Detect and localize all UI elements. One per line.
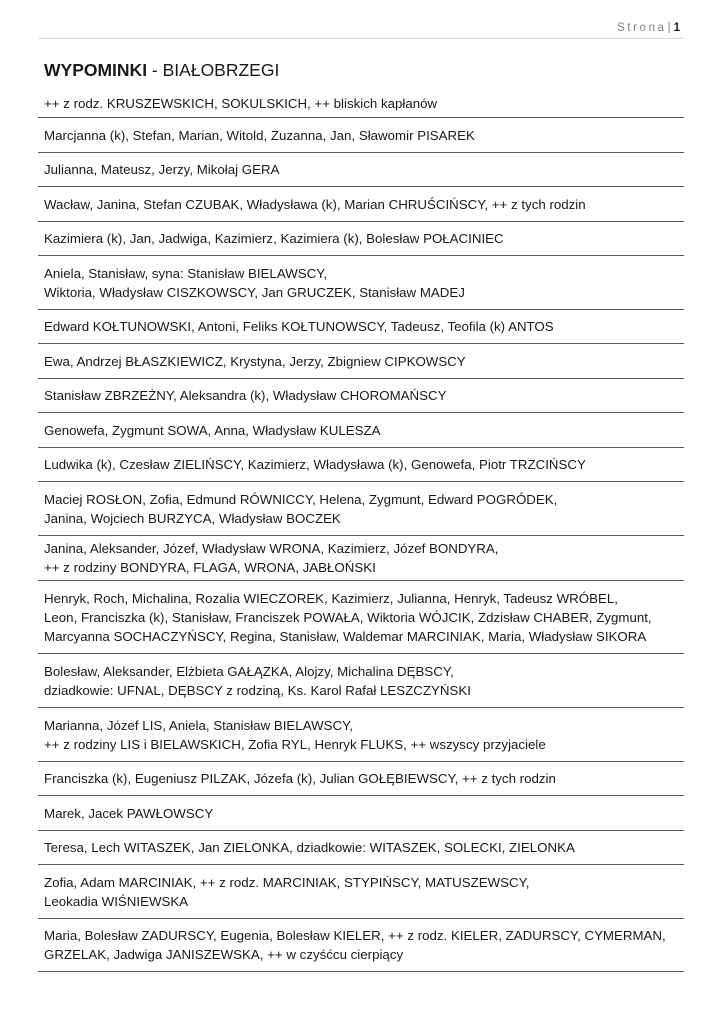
list-item <box>38 448 684 482</box>
list-item <box>38 762 684 796</box>
list-item <box>38 708 684 762</box>
list-item <box>38 187 684 222</box>
list-item-line: Teresa, Lech WITASZEK, Jan ZIELONKA, dziadkowie: WITASZEK, SOLECKI, ZIELONKA <box>44 840 575 855</box>
list-item-line: Marek, Jacek PAWŁOWSCY <box>44 805 214 821</box>
list-item <box>38 222 684 256</box>
list-item-line: GRZELAK, Jadwiga JANISZEWSKA, ++ w czyśćcu cierpiący <box>44 947 404 962</box>
list-item <box>38 310 684 344</box>
list-item <box>38 344 684 379</box>
list-item-line: Wacław, Janina, Stefan CZUBAK, Władysława (k), Marian CHRUŚCIŃSCY, ++ z tych rodzin <box>44 196 586 212</box>
list-item <box>38 865 684 919</box>
list-item <box>38 831 684 865</box>
intentions-list <box>38 90 684 972</box>
title-separator: - <box>147 60 163 80</box>
title-main: WYPOMINKI <box>44 60 148 80</box>
list-item-line: Kazimiera (k), Jan, Jadwiga, Kazimierz, Kazimiera (k), Bolesław POŁACINIEC <box>44 231 504 246</box>
list-item-line: ++ z rodziny BONDYRA, FLAGA, WRONA, JABŁOŃSKI <box>44 560 376 575</box>
page-number-divider: | <box>667 22 671 34</box>
page-number-label <box>617 22 680 34</box>
list-item <box>38 153 684 187</box>
list-item-line: Wiktoria, Władysław CISZKOWSCY, Jan GRUCZEK, Stanisław MADEJ <box>44 284 465 300</box>
list-item-line: Maria, Bolesław ZADURSCY, Eugenia, Bolesław KIELER, ++ z rodz. KIELER, ZADURSCY, CYMERMAN, <box>44 928 666 943</box>
list-item-line: Edward KOŁTUNOWSKI, Antoni, Feliks KOŁTUNOWSCY, Tadeusz, Teofila (k) ANTOS <box>44 319 554 334</box>
list-item-line: Marianna, Józef LIS, Aniela, Stanisław BIELAWSCY, <box>44 717 353 733</box>
list-item-line: Marcyanna SOCHACZYŃSCY, Regina, Stanisław, Waldemar MARCINIAK, Maria, Władysław SIKORA <box>44 628 647 644</box>
list-item-line: Janina, Aleksander, Józef, Władysław WRONA, Kazimierz, Józef BONDYRA, <box>44 541 499 556</box>
list-item <box>38 654 684 708</box>
list-item-line: Maciej ROSŁON, Zofia, Edmund RÓWNICCY, Helena, Zygmunt, Edward POGRÓDEK, <box>44 491 558 507</box>
list-item-line: Zofia, Adam MARCINIAK, ++ z rodz. MARCINIAK, STYPIŃSCY, MATUSZEWSCY, <box>44 874 530 890</box>
list-item <box>38 482 684 536</box>
list-item-line: Leokadia WIŚNIEWSKA <box>44 893 189 909</box>
list-item <box>38 256 684 310</box>
list-item-line: Aniela, Stanisław, syna: Stanisław BIELAWSCY, <box>44 265 328 281</box>
list-item-line: ++ z rodziny LIS i BIELAWSKICH, Zofia RYL, Henryk FLUKS, ++ wszyscy przyjaciele <box>44 736 546 752</box>
list-item <box>38 379 684 413</box>
list-item-line: Franciszka (k), Eugeniusz PILZAK, Józefa (k), Julian GOŁĘBIEWSCY, ++ z tych rodzin <box>44 771 556 786</box>
list-item-line: Henryk, Roch, Michalina, Rozalia WIECZOREK, Kazimierz, Julianna, Henryk, Tadeusz WRÓBEL, <box>44 590 618 606</box>
list-item-line: Marcjanna (k), Stefan, Marian, Witold, Zuzanna, Jan, Sławomir PISAREK <box>44 127 475 143</box>
list-item-line: Julianna, Mateusz, Jerzy, Mikołaj GERA <box>44 162 280 177</box>
list-item-line: Leon, Franciszka (k), Stanisław, Franciszek POWAŁA, Wiktoria WÓJCIK, Zdzisław CHABER, Zygmunt, <box>44 609 652 625</box>
list-item-line: Ewa, Andrzej BŁASZKIEWICZ, Krystyna, Jerzy, Zbigniew CIPKOWSCY <box>44 353 466 369</box>
list-item-line: Janina, Wojciech BURZYCA, Władysław BOCZEK <box>44 510 341 526</box>
page-number: 1 <box>673 22 680 34</box>
list-item <box>38 536 684 581</box>
list-item <box>38 796 684 831</box>
list-item-line: Genowefa, Zygmunt SOWA, Anna, Władysław KULESZA <box>44 422 381 438</box>
list-item <box>38 118 684 153</box>
list-item-line: Ludwika (k), Czesław ZIELIŃSCY, Kazimierz, Władysława (k), Genowefa, Piotr TRZCIŃSCY <box>44 457 586 472</box>
list-item-line: Bolesław, Aleksander, Elżbieta GAŁĄZKA, Alojzy, Michalina DĘBSCY, <box>44 663 454 679</box>
list-item <box>38 581 684 654</box>
list-item-line: dziadkowie: UFNAL, DĘBSCY z rodziną, Ks. Karol Rafał LESZCZYŃSKI <box>44 682 471 698</box>
list-item <box>38 413 684 448</box>
list-item-line: ++ z rodz. KRUSZEWSKICH, SOKULSKICH, ++ bliskich kapłanów <box>44 96 438 111</box>
list-item-line: Stanisław ZBRZEŻNY, Aleksandra (k), Władysław CHOROMAŃSCY <box>44 388 447 403</box>
page-title <box>44 60 279 81</box>
list-item <box>38 90 684 118</box>
title-location: BIAŁOBRZEGI <box>162 60 280 80</box>
list-item <box>38 919 684 972</box>
page-label: Strona <box>617 22 667 34</box>
page-header <box>38 20 684 39</box>
